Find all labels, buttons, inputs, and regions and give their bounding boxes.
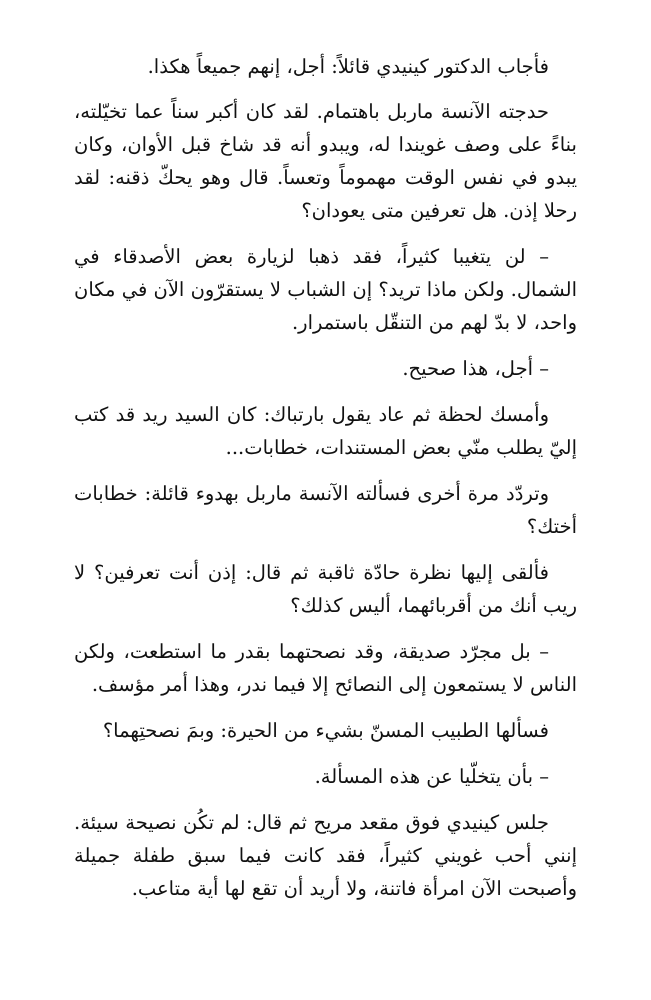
paragraph-11: جلس كينيدي فوق مقعد مريح ثم قال: لم تكُن نصيحة سيئة. إنني أحب غويني كثيراً، فقد كانت فيما سبق طفلة جميلة وأصبحت الآن امرأة فاتنة، ولا أريد أن تقع لها أية متاعب. [74, 811, 577, 900]
paragraph-1: فأجاب الدكتور كينيدي قائلاً: أجل، إنهم جميعاً هكذا. [147, 55, 549, 78]
paragraph-2: حدجته الآنسة ماربل باهتمام. لقد كان أكبر سناً عما تخيّلته، بناءً على وصف غويندا له، ويبدو أنه قد شاخ قبل الأوان، وكان يبدو في نفس الوقت مهموماً وتعساً. قال وهو يحكّ ذقنه: لقد رحلا إذن. هل تعرفين متى يعودان؟ [74, 100, 577, 222]
paragraph-4: – أجل، هذا صحيح. [402, 357, 549, 380]
paragraph-5: وأمسك لحظة ثم عاد يقول بارتباك: كان السيد ريد قد كتب إليّ يطلب منّي بعض المستندات، خطابات... [74, 403, 577, 459]
paragraph-10: – بأن يتخلّيا عن هذه المسألة. [314, 765, 549, 788]
paragraph-6: وتردّد مرة أخرى فسألته الآنسة ماربل بهدوء قائلة: خطابات أختك؟ [74, 482, 577, 538]
paragraph-7: فألقى إليها نظرة حادّة ثاقبة ثم قال: إذن أنت تعرفين؟ لا ريب أنك من أقربائهما، أليس كذلك؟ [74, 561, 577, 617]
paragraph-3: – لن يتغيبا كثيراً، فقد ذهبا لزيارة بعض الأصدقاء في الشمال. ولكن ماذا تريد؟ إن الشباب لا يستقرّون الآن في مكان واحد، لا بدّ لهم من التنقّل باستمرار. [74, 245, 577, 334]
paragraph-8: – بل مجرّد صديقة، وقد نصحتهما بقدر ما استطعت، ولكن الناس لا يستمعون إلى النصائح إلا فيما ندر، وهذا أمر مؤسف. [74, 640, 577, 696]
paragraph-9: فسألها الطبيب المسنّ بشيء من الحيرة: وبمَ نصحتِهما؟ [102, 719, 549, 742]
